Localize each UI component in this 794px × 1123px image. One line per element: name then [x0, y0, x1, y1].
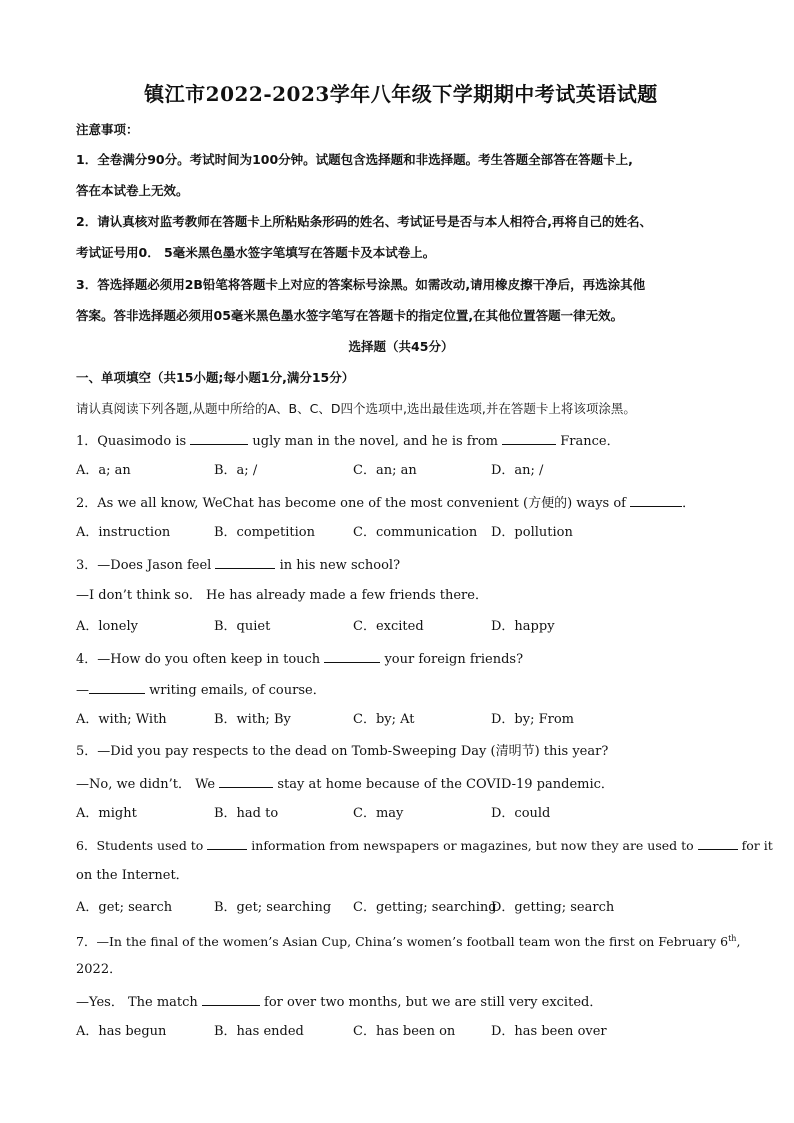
answer-blank — [207, 837, 247, 850]
answer-blank — [219, 775, 273, 788]
option-c: C．by; At — [353, 712, 415, 727]
option-a: A．has begun — [76, 1024, 167, 1039]
option-b: B．a; / — [214, 463, 258, 478]
option-d: D．has been over — [491, 1024, 607, 1039]
question-1: 1．Quasimodo is ugly man in the novel, and he is from France． — [76, 434, 620, 449]
question-5: 5．—Did you pay respects to the dead on Tomb-Sweeping Day (清明节) this year? — [76, 744, 609, 759]
option-a: A．get; search — [76, 900, 173, 915]
section-title: 选择题（共45分） — [348, 339, 454, 354]
answer-blank — [698, 837, 738, 850]
answer-blank — [502, 432, 556, 445]
question-5-reply: —No, we didn’t． We stay at home because of the COVID-19 pandemic． — [76, 777, 614, 792]
option-c: C．an; an — [353, 463, 417, 478]
answer-blank — [215, 556, 275, 569]
question-7: 7．—In the final of the women’s Asian Cup, China’s women’s football team won the first on February 6th, — [76, 934, 741, 950]
answer-blank — [202, 993, 260, 1006]
option-c: C．excited — [353, 619, 424, 634]
option-c: C．may — [353, 806, 404, 821]
question-2: 2．As we all know, WeChat has become one of the most convenient (方便的) ways of ． — [76, 496, 696, 511]
exam-title: 镇江市2022-2023学年八年级下学期期中考试英语试题 — [144, 82, 658, 106]
option-a: A．a; an — [76, 463, 131, 478]
answer-blank — [89, 681, 145, 694]
note-1b: 答在本试卷上无效。 — [76, 183, 189, 198]
option-d: D．pollution — [491, 525, 573, 540]
option-b: B．get; searching — [214, 900, 332, 915]
notes-heading: 注意事项： — [76, 122, 139, 137]
question-7-reply: —Yes． The match for over two months, but we are still very excited． — [76, 995, 603, 1010]
note-2b: 考试证号用0． 5毫米黑色墨水签字笔填写在答题卡及本试卷上。 — [76, 245, 436, 260]
option-a: A．instruction — [76, 525, 171, 540]
question-4-reply: — writing emails, of course． — [76, 683, 326, 698]
option-a: A．might — [76, 806, 137, 821]
question-3: 3．—Does Jason feel in his new school? — [76, 558, 401, 573]
option-b: B．had to — [214, 806, 279, 821]
option-b: B．with; By — [214, 712, 291, 727]
option-d: D．getting; search — [491, 900, 615, 915]
answer-blank — [630, 494, 682, 507]
option-d: D．could — [491, 806, 551, 821]
part-title: 一、单项填空（共15小题;每小题1分,满分15分） — [76, 370, 355, 385]
question-6-cont: on the Internet． — [76, 868, 189, 883]
answer-blank — [324, 650, 380, 663]
option-c: C．getting; searching — [353, 900, 497, 915]
question-6: 6．Students used to information from newspapers or magazines, but now they are used to for it — [76, 838, 773, 853]
option-d: D．by; From — [491, 712, 574, 727]
note-2a: 2．请认真核对监考教师在答题卡上所粘贴条形码的姓名、考试证号是否与本人相符合,再将自己的姓名、 — [76, 214, 652, 229]
option-a: A．with; With — [76, 712, 167, 727]
question-4: 4．—How do you often keep in touch your foreign friends? — [76, 652, 524, 667]
instruction: 请认真阅读下列各题,从题中所给的A、B、C、D四个选项中,选出最佳选项,并在答题卡上将该项涂黑。 — [76, 401, 636, 416]
option-c: C．communication — [353, 525, 478, 540]
option-d: D．happy — [491, 619, 555, 634]
answer-blank — [190, 432, 248, 445]
option-c: C．has been on — [353, 1024, 456, 1039]
option-a: A．lonely — [76, 619, 138, 634]
option-b: B．competition — [214, 525, 315, 540]
question-3-reply: —I don’t think so． He has already made a few friends there． — [76, 588, 488, 603]
question-7-cont: 2022． — [76, 962, 123, 977]
note-3b: 答案。答非选择题必须用05毫米黑色墨水签字笔写在答题卡的指定位置,在其他位置答题一律无效。 — [76, 308, 624, 323]
option-b: B．quiet — [214, 619, 271, 634]
option-b: B．has ended — [214, 1024, 304, 1039]
note-1a: 1．全卷满分90分。考试时间为100分钟。试题包含选择题和非选择题。考生答题全部答在答题卡上, — [76, 152, 633, 167]
note-3a: 3．答选择题必须用2B铅笔将答题卡上对应的答案标号涂黑。如需改动,请用橡皮擦干净后，再选涂其他 — [76, 277, 646, 292]
option-d: D．an; / — [491, 463, 544, 478]
